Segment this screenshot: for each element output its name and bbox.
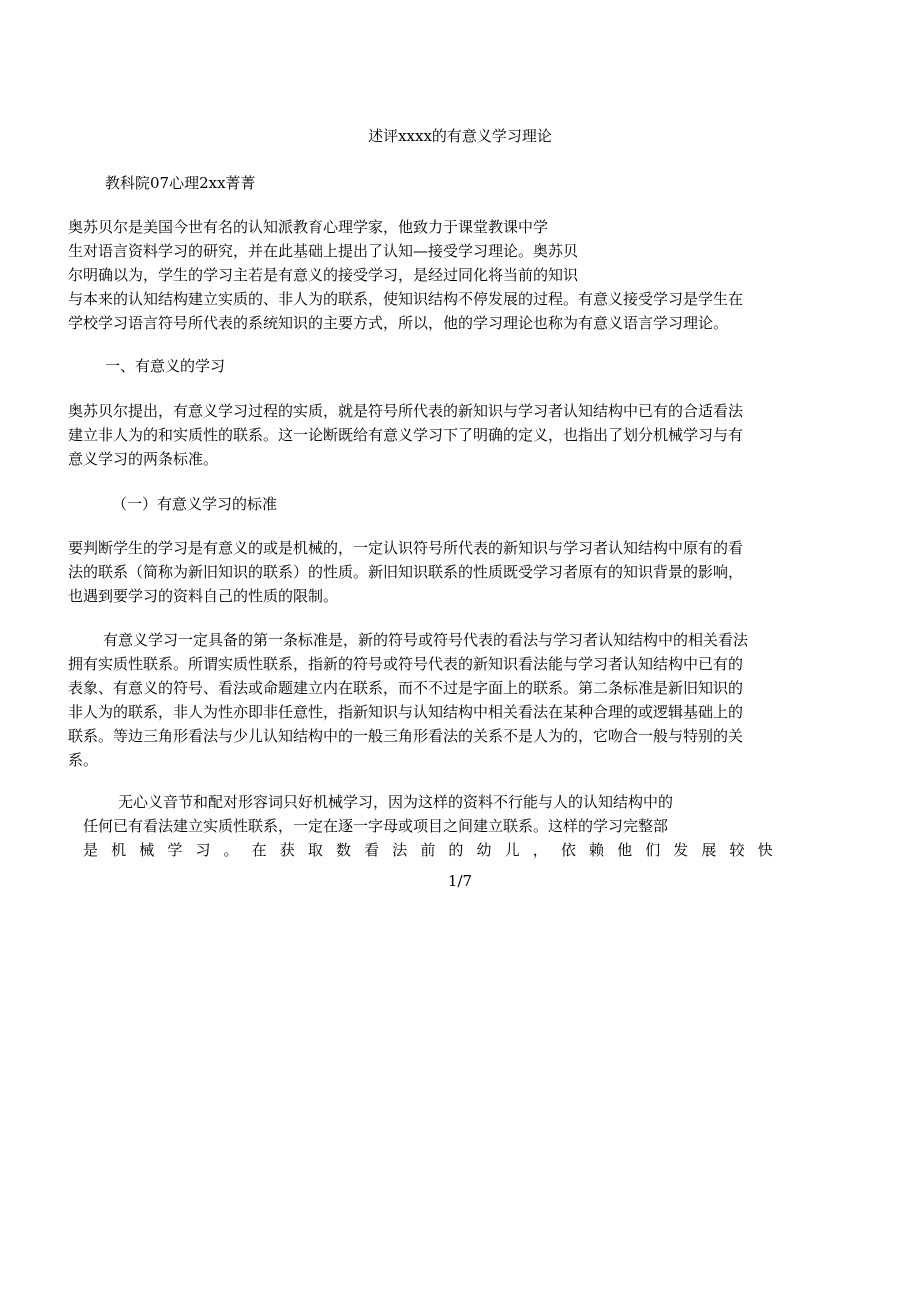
standards-line: 系。: [68, 751, 99, 769]
intro-line: 生对语言资料学习的研究，并在此基础上提出了认知—接受学习理论。奥苏贝: [68, 242, 579, 260]
subsection-line: 要判断学生的学习是有意义的或是机械的，一定认识符号所代表的新知识与学习者认知结构中原有的看: [68, 539, 744, 557]
char: 数: [335, 841, 351, 859]
subsection-line: 也遇到要学习的资料自己的性质的限制。: [68, 587, 339, 605]
intro-line: 学校学习语言符号所代表的系统知识的主要方式，所以，他的学习理论也称为有意义语言学习理论。: [68, 314, 729, 332]
char: 展: [701, 841, 717, 859]
char: 儿: [504, 841, 520, 859]
char: 是: [83, 841, 99, 859]
mechanical-line: 任何已有看法建立实质性联系，一定在逐一字母或项目之间建立联系。这样的学习完整部: [83, 817, 669, 835]
document-title: 述评xxxx的有意义学习理论: [368, 127, 552, 145]
standards-line: 拥有实质性联系。所谓实质性联系，指新的符号或符号代表的新知识看法能与学习者认知结构中已有的: [68, 655, 744, 673]
mechanical-paragraph: [78, 790, 778, 862]
subsection-paragraph: [68, 536, 853, 608]
standards-line: 有意义学习一定具备的第一条标准是，新的符号或符号代表的看法与学习者认知结构中的相关看法: [103, 631, 749, 649]
char: 习: [195, 841, 211, 859]
char: 取: [307, 841, 323, 859]
section-heading: 一、有意义的学习: [105, 357, 226, 375]
intro-line: 与本来的认知结构建立实质的、非人为的联系，使知识结构不停发展的过程。有意义接受学习是学生在: [68, 290, 744, 308]
section-paragraph: [68, 399, 853, 471]
section-line: 奥苏贝尔提出，有意义学习过程的实质，就是符号所代表的新知识与学习者认知结构中已有的合适看法: [68, 402, 744, 420]
intro-paragraph: [68, 215, 853, 335]
char: 他: [617, 841, 633, 859]
char: 。: [223, 841, 239, 859]
char: 赖: [588, 841, 604, 859]
char: 获: [279, 841, 295, 859]
char: ，: [532, 841, 548, 859]
page-number: 1/7: [447, 872, 473, 890]
char: 的: [448, 841, 464, 859]
standards-line: 联系。等边三角形看法与少儿认知结构中的一般三角形看法的关系不是人为的，它吻合一般与特别的关: [68, 727, 744, 745]
char: 较: [729, 841, 745, 859]
mechanical-line-justified: [78, 838, 773, 862]
char: 幼: [476, 841, 492, 859]
mechanical-line: 无心义音节和配对形容词只好机械学习，因为这样的资料不行能与人的认知结构中的: [118, 793, 674, 811]
char: 看: [364, 841, 380, 859]
char: 机: [111, 841, 127, 859]
char: 们: [645, 841, 661, 859]
subsection-line: 法的联系（简称为新旧知识的联系）的性质。新旧知识联系的性质既受学习者原有的知识背景的影响，: [68, 563, 744, 581]
char: 械: [139, 841, 155, 859]
standards-line: 非人为的联系，非人为性亦即非任意性，指新知识与认知结构中相关看法在某种合理的或逻辑基础上的: [68, 703, 744, 721]
char: 在: [251, 841, 267, 859]
intro-line: 尔明确以为，学生的学习主若是有意义的接受学习，是经过同化将当前的知识: [68, 266, 579, 284]
section-line: 建立非人为的和实质性的联系。这一论断既给有意义学习下了明确的定义，也指出了划分机械学习与有: [68, 426, 744, 444]
section-line: 意义学习的两条标准。: [68, 450, 219, 468]
subsection-heading: （一）有意义学习的标准: [112, 495, 278, 513]
char: 前: [420, 841, 436, 859]
char: 依: [560, 841, 576, 859]
intro-line: 奥苏贝尔是美国今世有名的认知派教育心理学家，他致力于课堂教课中学: [68, 218, 549, 236]
standards-paragraph: [68, 628, 853, 772]
char: 学: [167, 841, 183, 859]
char: 法: [392, 841, 408, 859]
char: 快: [757, 841, 773, 859]
author-line: 教科院07心理2xx菁菁: [105, 174, 256, 192]
standards-line: 表象、有意义的符号、看法或命题建立内在联系，而不不过是字面上的联系。第二条标准是新旧知识的: [68, 679, 744, 697]
char: 发: [673, 841, 689, 859]
